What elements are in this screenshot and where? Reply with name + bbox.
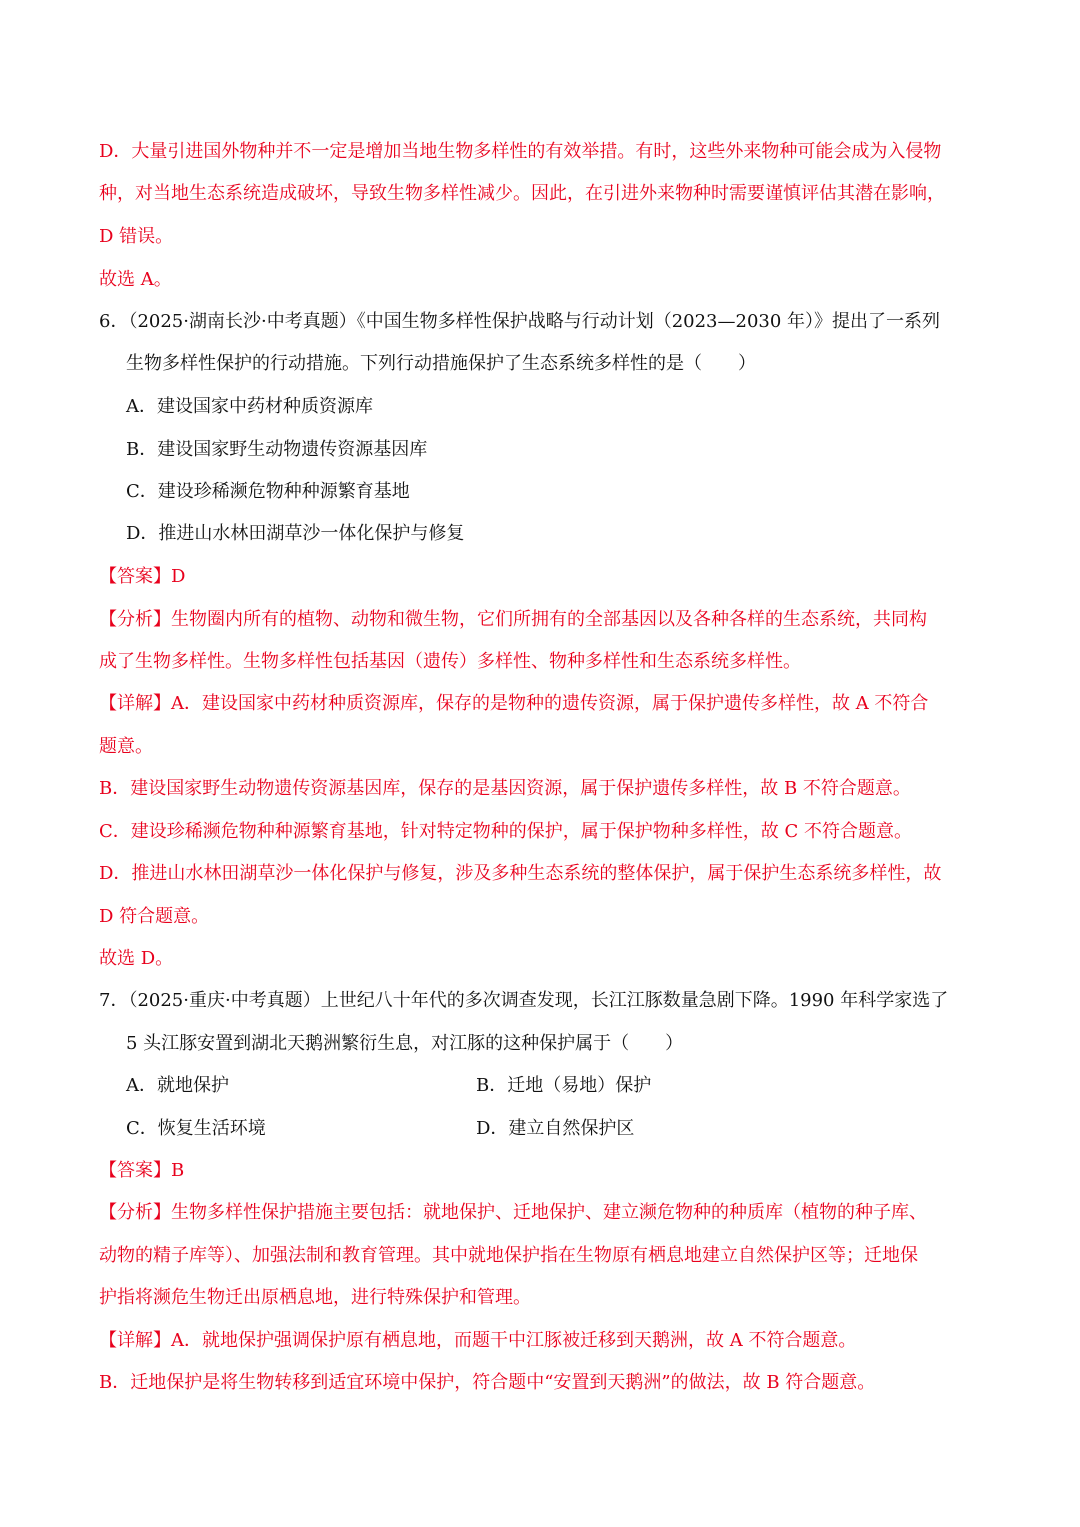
q6-answer: 【答案】D [99,566,186,587]
prev-detail-d-line1: D．大量引进国外物种并不一定是增加当地生物多样性的有效举措。有时，这些外来物种可能会成为入侵物 [99,141,942,162]
q6-option-d: D．推进山水林田湖草沙一体化保护与修复 [126,523,465,544]
q7-analysis-line3: 护指将濒危生物迁出原栖息地，进行特殊保护和管理。 [99,1287,531,1308]
q7-option-b: B．迁地（易地）保护 [476,1075,652,1096]
q7-option-a: A．就地保护 [126,1075,229,1096]
q7-detail-a: 【详解】A．就地保护强调保护原有栖息地，而题干中江豚被迁移到天鹅洲，故 A 不符合题意。 [99,1330,857,1351]
q7-analysis-line2: 动物的精子库等）、加强法制和教育管理。其中就地保护指在生物原有栖息地建立自然保护区等；迁地保 [99,1245,918,1266]
q6-detail-a-line1: 【详解】A．建设国家中药材种质资源库，保存的是物种的遗传资源，属于保护遗传多样性，故 A 不符合 [99,693,929,714]
q7-option-c: C．恢复生活环境 [126,1118,266,1139]
q7-stem-line2: 5 头江豚安置到湖北天鹅洲繁衍生息，对江豚的这种保护属于（ ） [126,1033,684,1054]
q6-option-c: C．建设珍稀濒危物种种源繁育基地 [126,481,410,502]
q6-detail-d-line1: D．推进山水林田湖草沙一体化保护与修复，涉及多种生态系统的整体保护，属于保护生态系统多样性，故 [99,863,942,884]
q7-detail-b: B．迁地保护是将生物转移到适宜环境中保护，符合题中“安置到天鹅洲”的做法，故 B 符合题意。 [99,1372,876,1393]
q7-stem-line1: 7．（2025·重庆·中考真题）上世纪八十年代的多次调查发现，长江江豚数量急剧下降。1990 年科学家选了 [99,990,949,1011]
q6-option-a: A．建设国家中药材种质资源库 [126,396,373,417]
q6-option-b: B．建设国家野生动物遗传资源基因库 [126,439,428,460]
q6-detail-a-line2: 题意。 [99,736,153,757]
q6-conclusion: 故选 D。 [99,948,174,969]
q6-stem-line2: 生物多样性保护的行动措施。下列行动措施保护了生态系统多样性的是（ ） [126,353,756,374]
prev-conclusion: 故选 A。 [99,269,172,290]
q6-analysis-line1: 【分析】生物圈内所有的植物、动物和微生物，它们所拥有的全部基因以及各种各样的生态系统，共同构 [99,609,927,630]
q7-option-d: D．建立自然保护区 [476,1118,635,1139]
q7-analysis-line1: 【分析】生物多样性保护措施主要包括：就地保护、迁地保护、建立濒危物种的种质库（植物的种子库、 [99,1202,927,1223]
q7-answer: 【答案】B [99,1160,185,1181]
q6-stem-line1: 6．（2025·湖南长沙·中考真题）《中国生物多样性保护战略与行动计划（2023—2030 年）》提出了一系列 [99,311,941,332]
prev-detail-d-line2: 种，对当地生态系统造成破坏，导致生物多样性减少。因此，在引进外来物种时需要谨慎评估其潜在影响， [99,183,945,204]
prev-detail-d-line3: D 错误。 [99,226,174,247]
q6-detail-d-line2: D 符合题意。 [99,906,210,927]
q6-analysis-line2: 成了生物多样性。生物多样性包括基因（遗传）多样性、物种多样性和生态系统多样性。 [99,651,801,672]
q6-detail-c: C．建设珍稀濒危物种种源繁育基地，针对特定物种的保护，属于保护物种多样性，故 C 不符合题意。 [99,821,912,842]
q6-detail-b: B．建设国家野生动物遗传资源基因库，保存的是基因资源，属于保护遗传多样性，故 B 不符合题意。 [99,778,911,799]
